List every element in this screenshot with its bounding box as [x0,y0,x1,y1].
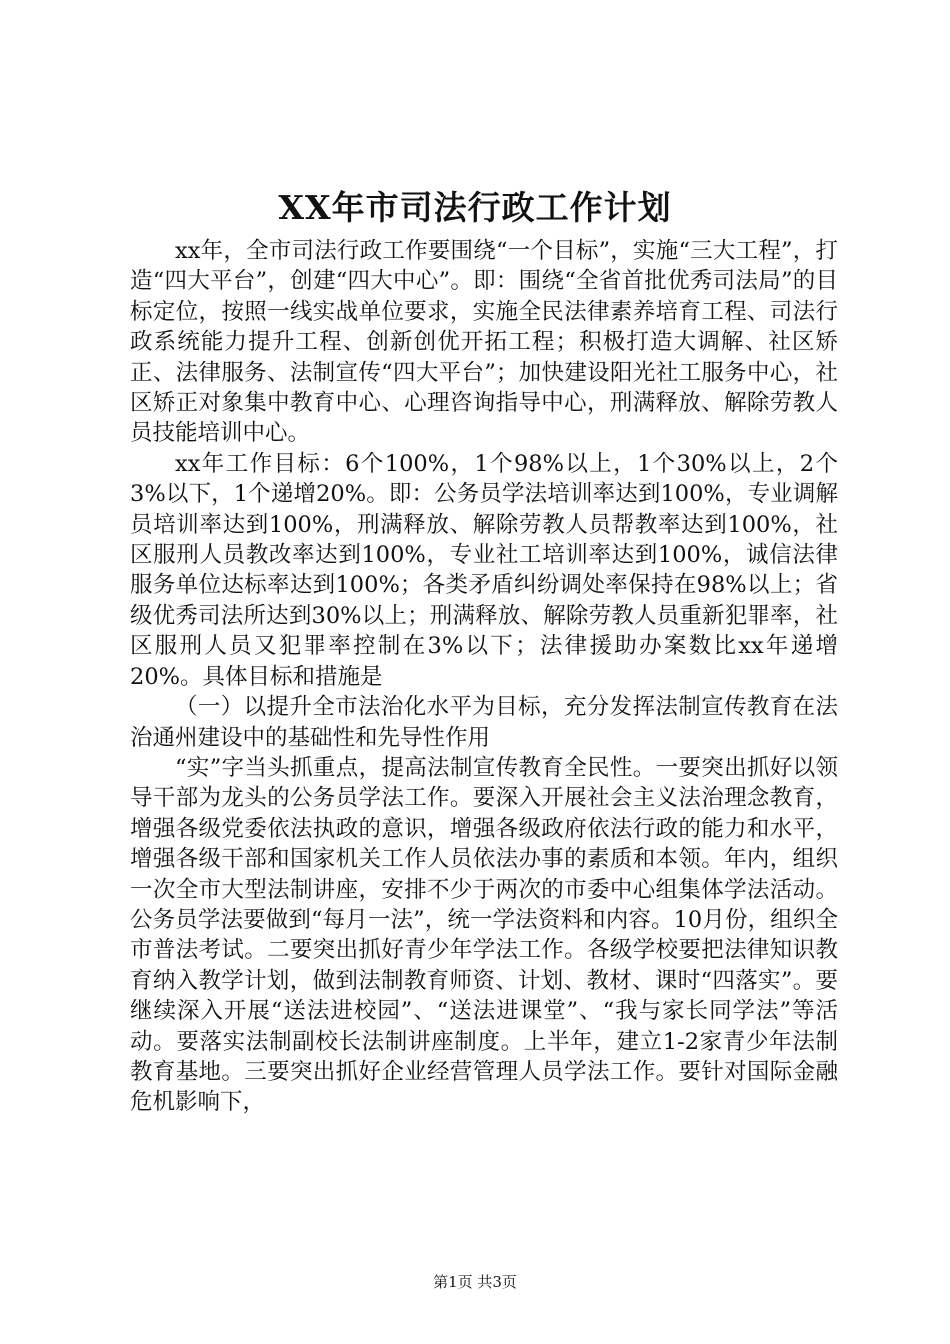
document-body [130,236,838,1118]
paragraph-overview: xx年，全市司法行政工作要围绕“一个目标”，实施“三大工程”，打造“四大平台”，创建“四大中心”。即：围绕“全省首批优秀司法局”的目标定位，按照一线实战单位要求，实施全民法律素养培育工程、司法行政系统能力提升工程、创新创优开拓工程；积极打造大调解、社区矫正、法律服务、法制宣传“四大平台”；加快建设阳光社工服务中心，社区矫正对象集中教育中心、心理咨询指导中心，刑满释放、解除劳教人员技能培训中心。 [130,238,838,447]
paragraph-legal-education: “实”字当头抓重点，提高法制宣传教育全民性。一要突出抓好以领导干部为龙头的公务员学法工作。要深入开展社会主义法治理念教育，增强各级党委依法执政的意识，增强各级政府依法行政的能力和水平，增强各级干部和国家机关工作人员依法办事的素质和本领。年内，组织一次全市大型法制讲座，安排不少于两次的市委中心组集体学法活动。公务员学法要做到“每月一法”，统一学法资料和内容。10月份，组织全市普法考试。二要突出抓好青少年学法工作。各级学校要把法律知识教育纳入教学计划，做到法制教育师资、计划、教材、课时“四落实”。要继续深入开展“送法进校园”、“送法进课堂”、“我与家长同学法”等活动。要落实法制副校长法制讲座制度。上半年，建立1-2家青少年法制教育基地。三要突出抓好企业经营管理人员学法工作。要针对国际金融危机影响下， [130,754,838,1116]
document-title: XX年市司法行政工作计划 [278,188,672,227]
section-heading-one: （一）以提升全市法治化水平为目标，充分发挥法制宣传教育在法治通州建设中的基础性和先导性作用 [130,694,838,751]
paragraph-targets: xx年工作目标：6个100%，1个98%以上，1个30%以上，2个3%以下，1个递增20%。即：公务员学法培训率达到100%，专业调解员培训率达到100%，刑满释放、解除劳教人员帮教率达到100%，社区服刑人员教改率达到100%，专业社工培训率达到100%，诚信法律服务单位达标率达到100%；各类矛盾纠纷调处率保持在98%以上；省级优秀司法所达到30%以上；刑满释放、解除劳教人员重新犯罪率，社区服刑人员又犯罪率控制在3%以下；法律援助办案数比xx年递增20%。具体目标和措施是 [130,450,838,690]
page-number-footer: 第1页 共3页 [433,1273,517,1291]
